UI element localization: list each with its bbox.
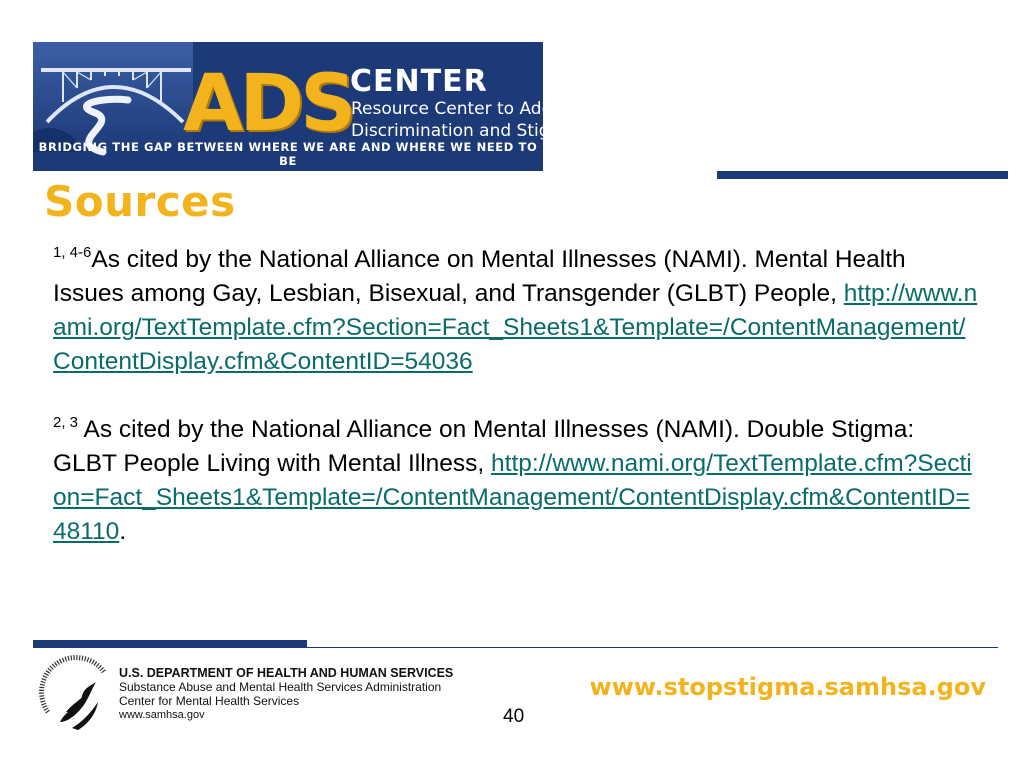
banner-subtitle-line1: Resource Center to Address: [351, 99, 588, 119]
references-list: [53, 243, 983, 549]
reference-item: [53, 243, 983, 379]
bridge-illustration-icon: [33, 42, 193, 152]
reference-item: [53, 413, 983, 549]
hhs-samhsa-logo-block: [38, 652, 454, 740]
footer-rule-thick: [33, 640, 307, 648]
samhsa-name: Substance Abuse and Mental Health Services Administration: [119, 680, 442, 694]
ads-logo-text: ADS: [183, 59, 353, 149]
footer-rule-thin: [307, 647, 998, 648]
reference-superscript: 2, 3: [53, 414, 79, 431]
center-word: CENTER: [350, 64, 488, 99]
ads-center-banner: [33, 42, 588, 171]
banner-tagline: BRIDGING THE GAP BETWEEN WHERE WE ARE AND WHERE WE NEED TO BE: [38, 140, 538, 168]
hhs-department: U.S. DEPARTMENT OF HEALTH AND HUMAN SERVICES: [119, 666, 454, 680]
slide-title: Sources: [44, 177, 236, 226]
reference-link[interactable]: http://www.nami.org/TextTemplate.cfm?Section=Fact_Sheets1&Template=/ContentManagement/ContentDisplay.cfm&ContentID=54036: [53, 280, 978, 375]
reference-superscript: 1, 4-6: [53, 244, 92, 261]
reference-trailing: .: [119, 518, 127, 545]
hhs-text: [119, 666, 453, 722]
reference-text: As cited by the National Alliance on Mental Illnesses (NAMI). Mental Health Issues among Gay, Lesbian, Bisexual, and Transgender (GLBT) People,: [53, 246, 906, 307]
samhsa-url: www.samhsa.gov: [119, 709, 205, 721]
stopstigma-url[interactable]: www.stopstigma.samhsa.gov: [589, 673, 986, 701]
banner-subtitle-line2: Discrimination and Stigma: [351, 121, 577, 141]
hhs-seal-icon: [38, 652, 116, 740]
header-rule: [717, 171, 1008, 179]
page-number: 40: [503, 706, 525, 727]
cmhs-name: Center for Mental Health Services: [119, 694, 300, 708]
reference-text: As cited by the National Alliance on Mental Illnesses (NAMI). Double Stigma: GLBT People Living with Mental Illness,: [53, 416, 915, 477]
reference-link[interactable]: http://www.nami.org/TextTemplate.cfm?Section=Fact_Sheets1&Template=/ContentManagement/ContentDisplay.cfm&ContentID=48110: [53, 450, 972, 545]
